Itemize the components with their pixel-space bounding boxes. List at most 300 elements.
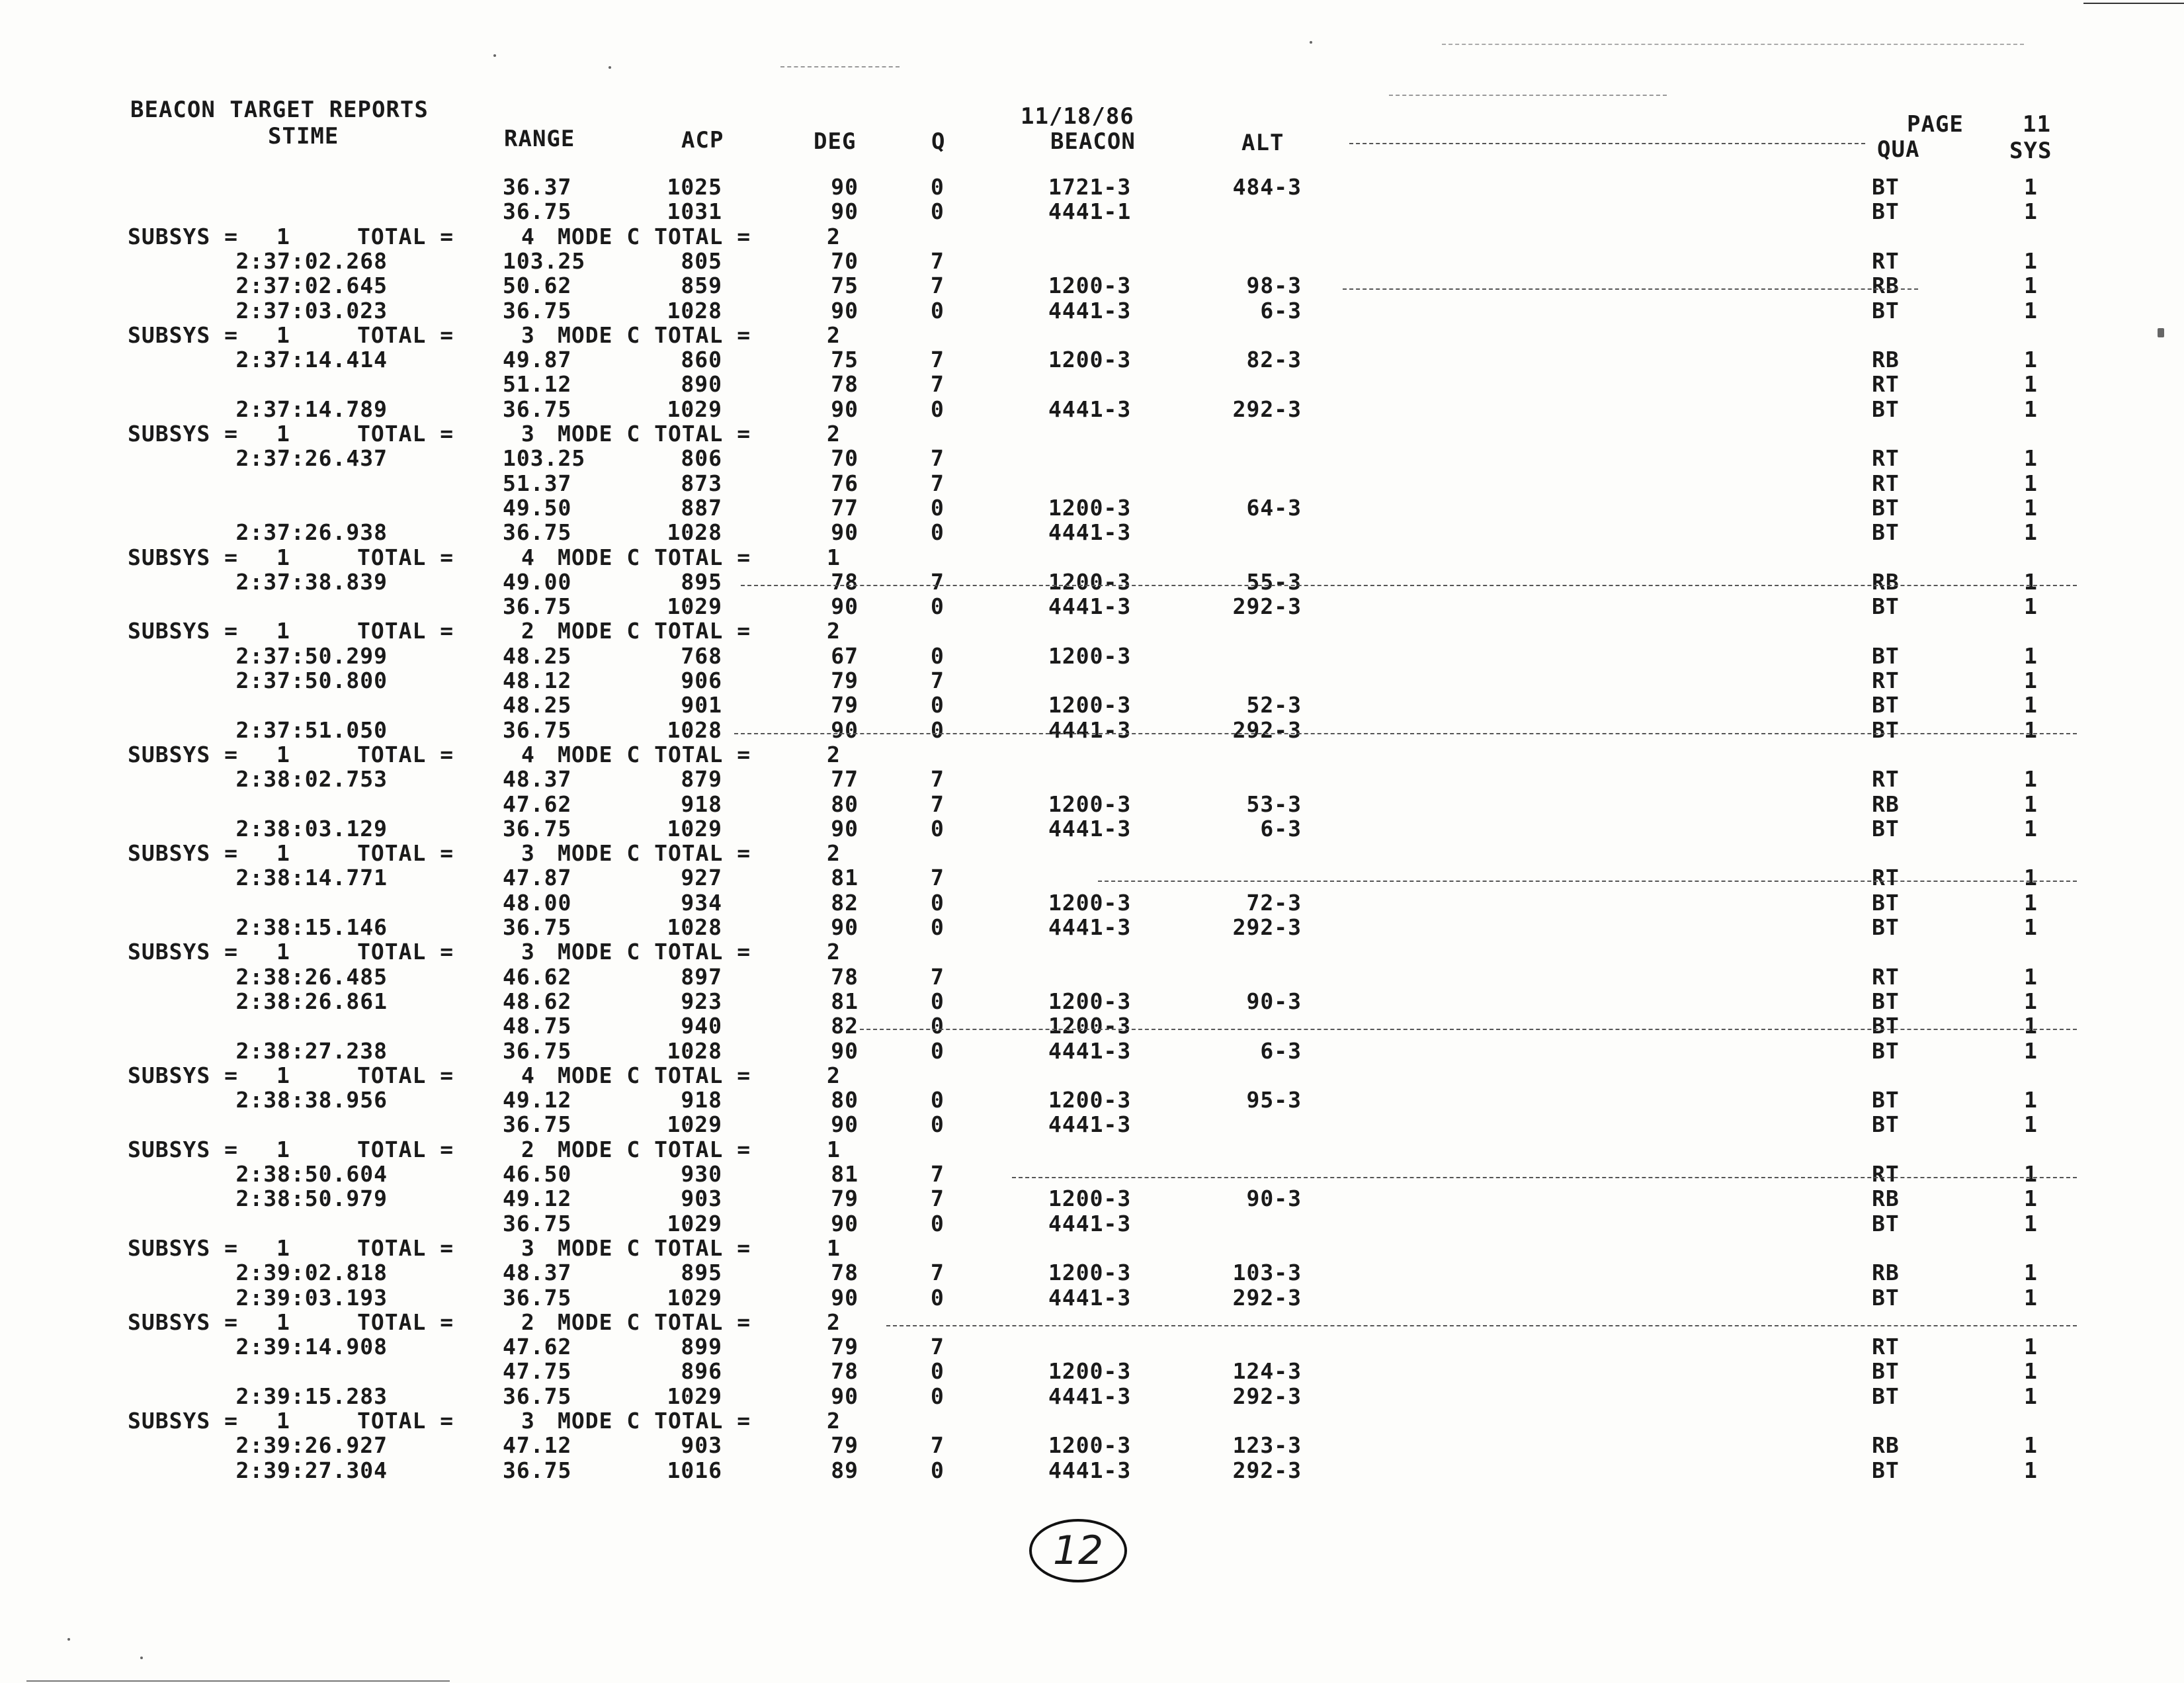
cell-beacon: 1721-3 xyxy=(1048,174,1132,200)
total-label: TOTAL = xyxy=(357,1309,454,1335)
cell-alt: 72-3 xyxy=(1246,889,1302,916)
cell-beacon: 1200-3 xyxy=(1048,494,1132,521)
subsys-value: 1 xyxy=(276,544,290,570)
total-value: 2 xyxy=(521,1136,535,1162)
cell-sys: 1 xyxy=(2024,593,2038,620)
total-value: 3 xyxy=(521,322,535,348)
cell-range: 36.75 xyxy=(503,815,572,842)
cell-sys: 1 xyxy=(2024,1383,2038,1409)
cell-range: 49.87 xyxy=(503,347,572,373)
cell-range: 36.75 xyxy=(503,1210,572,1236)
cell-acp: 1031 xyxy=(667,198,722,225)
cell-deg: 90 xyxy=(831,519,859,546)
cell-qua: RT xyxy=(1872,963,1900,990)
cell-sys: 1 xyxy=(2024,1284,2038,1311)
cell-q: 7 xyxy=(931,470,945,496)
cell-deg: 81 xyxy=(831,865,859,891)
cell-qua: BT xyxy=(1872,494,1900,521)
cell-deg: 79 xyxy=(831,692,859,718)
cell-range: 48.37 xyxy=(503,1260,572,1286)
cell-alt: 95-3 xyxy=(1246,1087,1302,1113)
cell-acp: 1029 xyxy=(667,815,722,842)
cell-deg: 90 xyxy=(831,1383,859,1409)
cell-q: 0 xyxy=(931,1457,945,1483)
cell-acp: 1029 xyxy=(667,1210,722,1236)
cell-deg: 77 xyxy=(831,766,859,793)
cell-q: 7 xyxy=(931,273,945,299)
cell-deg: 80 xyxy=(831,1087,859,1113)
cell-beacon: 4441-3 xyxy=(1048,1383,1132,1409)
cell-range: 49.12 xyxy=(503,1186,572,1212)
cell-acp: 895 xyxy=(681,1260,722,1286)
subsys-value: 1 xyxy=(276,741,290,767)
cell-range: 48.25 xyxy=(503,692,572,718)
cell-qua: BT xyxy=(1872,174,1900,200)
cell-sys: 1 xyxy=(2024,1161,2038,1187)
cell-alt: 52-3 xyxy=(1246,692,1302,718)
cell-deg: 76 xyxy=(831,470,859,496)
cell-beacon: 4441-3 xyxy=(1048,716,1132,743)
total-label: TOTAL = xyxy=(357,741,454,767)
cell-range: 47.12 xyxy=(503,1432,572,1459)
cell-sys: 1 xyxy=(2024,1432,2038,1459)
total-label: TOTAL = xyxy=(357,1136,454,1162)
cell-deg: 78 xyxy=(831,371,859,398)
cell-acp: 899 xyxy=(681,1334,722,1360)
cell-q: 0 xyxy=(931,494,945,521)
mode-c-total-label: MODE C TOTAL = xyxy=(558,1136,751,1162)
cell-qua: RT xyxy=(1872,247,1900,274)
handwritten-page-number: 12 xyxy=(1029,1519,1127,1582)
scan-speck xyxy=(140,1657,143,1659)
cell-sys: 1 xyxy=(2024,470,2038,496)
cell-alt: 53-3 xyxy=(1246,791,1302,817)
cell-sys: 1 xyxy=(2024,963,2038,990)
cell-q: 7 xyxy=(931,568,945,595)
cell-range: 36.75 xyxy=(503,1111,572,1138)
cell-qua: BT xyxy=(1872,1210,1900,1236)
cell-range: 51.12 xyxy=(503,371,572,398)
cell-acp: 903 xyxy=(681,1432,722,1459)
cell-sys: 1 xyxy=(2024,642,2038,669)
total-value: 4 xyxy=(521,223,535,249)
cell-deg: 81 xyxy=(831,988,859,1014)
cell-q: 0 xyxy=(931,396,945,422)
cell-stime: 2:37:38.839 xyxy=(235,568,388,595)
cell-qua: BT xyxy=(1872,889,1900,916)
cell-acp: 940 xyxy=(681,1013,722,1039)
cell-stime: 2:38:26.861 xyxy=(235,988,388,1014)
cell-beacon: 1200-3 xyxy=(1048,1260,1132,1286)
cell-range: 48.25 xyxy=(503,642,572,669)
cell-range: 48.37 xyxy=(503,766,572,793)
cell-sys: 1 xyxy=(2024,1087,2038,1113)
cell-acp: 895 xyxy=(681,568,722,595)
cell-qua: BT xyxy=(1872,593,1900,620)
mode-c-total-value: 2 xyxy=(827,1062,841,1088)
cell-qua: BT xyxy=(1872,1284,1900,1311)
cell-stime: 2:38:50.979 xyxy=(235,1186,388,1212)
cell-sys: 1 xyxy=(2024,766,2038,793)
cell-stime: 2:37:14.414 xyxy=(235,347,388,373)
subsys-label: SUBSYS = xyxy=(128,1062,238,1088)
mode-c-total-label: MODE C TOTAL = xyxy=(558,1309,751,1335)
cell-qua: RT xyxy=(1872,1334,1900,1360)
mode-c-total-value: 2 xyxy=(827,741,841,767)
cell-sys: 1 xyxy=(2024,445,2038,472)
cell-sys: 1 xyxy=(2024,692,2038,718)
mode-c-total-label: MODE C TOTAL = xyxy=(558,939,751,965)
column-header-q: Q xyxy=(931,128,946,155)
cell-alt: 292-3 xyxy=(1232,1284,1302,1311)
cell-deg: 78 xyxy=(831,963,859,990)
cell-qua: BT xyxy=(1872,716,1900,743)
cell-range: 51.37 xyxy=(503,470,572,496)
cell-range: 36.75 xyxy=(503,914,572,940)
cell-qua: RB xyxy=(1872,791,1900,817)
subsys-value: 1 xyxy=(276,1408,290,1434)
cell-q: 0 xyxy=(931,1087,945,1113)
cell-qua: BT xyxy=(1872,519,1900,546)
cell-range: 49.00 xyxy=(503,568,572,595)
cell-range: 36.75 xyxy=(503,593,572,620)
cell-acp: 906 xyxy=(681,668,722,693)
mode-c-total-label: MODE C TOTAL = xyxy=(558,1408,751,1434)
cell-alt: 55-3 xyxy=(1246,568,1302,595)
cell-q: 0 xyxy=(931,1358,945,1385)
cell-sys: 1 xyxy=(2024,198,2038,225)
cell-range: 103.25 xyxy=(503,247,586,274)
cell-sys: 1 xyxy=(2024,247,2038,274)
cell-alt: 484-3 xyxy=(1232,174,1302,200)
cell-alt: 6-3 xyxy=(1260,297,1302,324)
cell-beacon: 1200-3 xyxy=(1048,889,1132,916)
cell-q: 0 xyxy=(931,815,945,842)
cell-q: 0 xyxy=(931,642,945,669)
total-label: TOTAL = xyxy=(357,322,454,348)
cell-range: 36.75 xyxy=(503,396,572,422)
cell-beacon: 4441-3 xyxy=(1048,396,1132,422)
mode-c-total-label: MODE C TOTAL = xyxy=(558,223,751,249)
cell-qua: RB xyxy=(1872,273,1900,299)
cell-deg: 75 xyxy=(831,273,859,299)
total-label: TOTAL = xyxy=(357,1062,454,1088)
cell-stime: 2:37:02.268 xyxy=(235,247,388,274)
printer-dash-line xyxy=(734,733,2077,734)
cell-deg: 90 xyxy=(831,716,859,743)
cell-deg: 90 xyxy=(831,1111,859,1138)
mode-c-total-value: 2 xyxy=(827,1309,841,1335)
cell-acp: 1029 xyxy=(667,1284,722,1311)
cell-sys: 1 xyxy=(2024,568,2038,595)
cell-range: 46.50 xyxy=(503,1161,572,1187)
cell-range: 36.75 xyxy=(503,297,572,324)
report-title: BEACON TARGET REPORTS xyxy=(130,97,429,123)
cell-beacon: 1200-3 xyxy=(1048,1358,1132,1385)
printer-dash-line xyxy=(860,1029,2077,1030)
total-value: 2 xyxy=(521,1309,535,1335)
total-label: TOTAL = xyxy=(357,939,454,965)
mode-c-total-label: MODE C TOTAL = xyxy=(558,840,751,867)
header-dash-line xyxy=(780,66,900,67)
mode-c-total-value: 2 xyxy=(827,1408,841,1434)
total-value: 4 xyxy=(521,1062,535,1088)
cell-beacon: 4441-3 xyxy=(1048,593,1132,620)
printer-dash-line xyxy=(741,585,2077,586)
cell-deg: 70 xyxy=(831,247,859,274)
cell-alt: 292-3 xyxy=(1232,716,1302,743)
subsys-value: 1 xyxy=(276,1136,290,1162)
cell-qua: BT xyxy=(1872,396,1900,422)
page-number: 11 xyxy=(2023,111,2051,138)
total-label: TOTAL = xyxy=(357,1234,454,1261)
cell-deg: 90 xyxy=(831,198,859,225)
subsys-label: SUBSYS = xyxy=(128,939,238,965)
cell-qua: BT xyxy=(1872,198,1900,225)
cell-acp: 1029 xyxy=(667,593,722,620)
cell-beacon: 1200-3 xyxy=(1048,347,1132,373)
mode-c-total-value: 2 xyxy=(827,223,841,249)
cell-sys: 1 xyxy=(2024,347,2038,373)
cell-acp: 879 xyxy=(681,766,722,793)
subsys-label: SUBSYS = xyxy=(128,618,238,644)
cell-sys: 1 xyxy=(2024,988,2038,1014)
cell-acp: 1028 xyxy=(667,716,722,743)
cell-q: 0 xyxy=(931,519,945,546)
cell-range: 36.75 xyxy=(503,1037,572,1064)
cell-qua: RT xyxy=(1872,766,1900,793)
cell-range: 36.75 xyxy=(503,716,572,743)
cell-qua: BT xyxy=(1872,914,1900,940)
subsys-value: 1 xyxy=(276,1234,290,1261)
cell-alt: 123-3 xyxy=(1232,1432,1302,1459)
cell-qua: BT xyxy=(1872,642,1900,669)
cell-q: 0 xyxy=(931,198,945,225)
cell-acp: 1029 xyxy=(667,1111,722,1138)
cell-acp: 896 xyxy=(681,1358,722,1385)
total-value: 3 xyxy=(521,840,535,867)
cell-sys: 1 xyxy=(2024,396,2038,422)
mode-c-total-label: MODE C TOTAL = xyxy=(558,544,751,570)
cell-deg: 79 xyxy=(831,1186,859,1212)
cell-alt: 6-3 xyxy=(1260,1037,1302,1064)
cell-deg: 90 xyxy=(831,1210,859,1236)
cell-qua: RB xyxy=(1872,1432,1900,1459)
cell-stime: 2:39:27.304 xyxy=(235,1457,388,1483)
cell-beacon: 4441-3 xyxy=(1048,815,1132,842)
cell-stime: 2:38:14.771 xyxy=(235,865,388,891)
cell-range: 50.62 xyxy=(503,273,572,299)
printer-dash-line xyxy=(1012,1177,2077,1178)
cell-stime: 2:37:02.645 xyxy=(235,273,388,299)
cell-range: 47.75 xyxy=(503,1358,572,1385)
cell-beacon: 4441-3 xyxy=(1048,297,1132,324)
cell-sys: 1 xyxy=(2024,865,2038,891)
cell-q: 0 xyxy=(931,716,945,743)
cell-deg: 90 xyxy=(831,174,859,200)
cell-alt: 292-3 xyxy=(1232,396,1302,422)
cell-qua: RB xyxy=(1872,1186,1900,1212)
cell-stime: 2:39:26.927 xyxy=(235,1432,388,1459)
cell-acp: 1028 xyxy=(667,519,722,546)
cell-qua: BT xyxy=(1872,1037,1900,1064)
cell-deg: 75 xyxy=(831,347,859,373)
cell-range: 46.62 xyxy=(503,963,572,990)
cell-sys: 1 xyxy=(2024,1013,2038,1039)
cell-q: 7 xyxy=(931,347,945,373)
cell-range: 49.50 xyxy=(503,494,572,521)
cell-deg: 90 xyxy=(831,815,859,842)
cell-qua: BT xyxy=(1872,1457,1900,1483)
cell-qua: BT xyxy=(1872,988,1900,1014)
subsys-label: SUBSYS = xyxy=(128,322,238,348)
cell-acp: 903 xyxy=(681,1186,722,1212)
cell-alt: 90-3 xyxy=(1246,988,1302,1014)
cell-range: 36.75 xyxy=(503,519,572,546)
cell-acp: 927 xyxy=(681,865,722,891)
subsys-value: 1 xyxy=(276,840,290,867)
cell-deg: 77 xyxy=(831,494,859,521)
cell-sys: 1 xyxy=(2024,668,2038,693)
cell-deg: 82 xyxy=(831,889,859,916)
column-header-sys: SYS xyxy=(2009,138,2052,164)
cell-qua: RT xyxy=(1872,470,1900,496)
cell-q: 7 xyxy=(931,445,945,472)
cell-range: 48.00 xyxy=(503,889,572,916)
subsys-label: SUBSYS = xyxy=(128,1136,238,1162)
cell-deg: 81 xyxy=(831,1161,859,1187)
subsys-value: 1 xyxy=(276,939,290,965)
header-dash-line xyxy=(1442,44,2024,45)
total-label: TOTAL = xyxy=(357,223,454,249)
cell-q: 0 xyxy=(931,1284,945,1311)
cell-q: 0 xyxy=(931,1383,945,1409)
cell-sys: 1 xyxy=(2024,1358,2038,1385)
cell-q: 0 xyxy=(931,889,945,916)
total-label: TOTAL = xyxy=(357,544,454,570)
cell-alt: 6-3 xyxy=(1260,815,1302,842)
cell-stime: 2:37:14.789 xyxy=(235,396,388,422)
cell-deg: 79 xyxy=(831,1334,859,1360)
cell-q: 7 xyxy=(931,1186,945,1212)
cell-sys: 1 xyxy=(2024,1111,2038,1138)
cell-stime: 2:38:15.146 xyxy=(235,914,388,940)
subsys-label: SUBSYS = xyxy=(128,741,238,767)
cell-beacon: 4441-3 xyxy=(1048,1037,1132,1064)
cell-qua: BT xyxy=(1872,1358,1900,1385)
subsys-value: 1 xyxy=(276,1062,290,1088)
cell-stime: 2:39:02.818 xyxy=(235,1260,388,1286)
total-label: TOTAL = xyxy=(357,618,454,644)
cell-alt: 292-3 xyxy=(1232,914,1302,940)
report-date: 11/18/86 xyxy=(1021,103,1134,130)
cell-deg: 78 xyxy=(831,568,859,595)
column-header-deg: DEG xyxy=(814,128,857,155)
cell-stime: 2:38:03.129 xyxy=(235,815,388,842)
cell-deg: 78 xyxy=(831,1358,859,1385)
cell-deg: 70 xyxy=(831,445,859,472)
cell-qua: RT xyxy=(1872,668,1900,693)
scan-speck xyxy=(2158,328,2164,337)
mode-c-total-label: MODE C TOTAL = xyxy=(558,1062,751,1088)
cell-sys: 1 xyxy=(2024,1260,2038,1286)
cell-acp: 860 xyxy=(681,347,722,373)
cell-stime: 2:39:03.193 xyxy=(235,1284,388,1311)
cell-acp: 1028 xyxy=(667,914,722,940)
cell-deg: 90 xyxy=(831,1284,859,1311)
cell-q: 7 xyxy=(931,1334,945,1360)
cell-q: 7 xyxy=(931,247,945,274)
cell-q: 7 xyxy=(931,1432,945,1459)
cell-q: 0 xyxy=(931,1013,945,1039)
total-value: 4 xyxy=(521,544,535,570)
mode-c-total-value: 2 xyxy=(827,840,841,867)
cell-range: 103.25 xyxy=(503,445,586,472)
cell-sys: 1 xyxy=(2024,1210,2038,1236)
cell-deg: 90 xyxy=(831,297,859,324)
cell-stime: 2:37:50.299 xyxy=(235,642,388,669)
subsys-label: SUBSYS = xyxy=(128,544,238,570)
cell-stime: 2:37:50.800 xyxy=(235,668,388,693)
mode-c-total-label: MODE C TOTAL = xyxy=(558,1234,751,1261)
cell-q: 7 xyxy=(931,668,945,693)
cell-q: 0 xyxy=(931,1210,945,1236)
subsys-value: 1 xyxy=(276,421,290,447)
cell-acp: 918 xyxy=(681,791,722,817)
cell-acp: 934 xyxy=(681,889,722,916)
cell-qua: RT xyxy=(1872,445,1900,472)
cell-beacon: 4441-3 xyxy=(1048,914,1132,940)
cell-beacon: 4441-3 xyxy=(1048,1210,1132,1236)
subsys-label: SUBSYS = xyxy=(128,421,238,447)
column-header-stime: STIME xyxy=(268,123,339,150)
cell-acp: 805 xyxy=(681,247,722,274)
cell-sys: 1 xyxy=(2024,1334,2038,1360)
cell-q: 7 xyxy=(931,1260,945,1286)
cell-stime: 2:38:27.238 xyxy=(235,1037,388,1064)
cell-acp: 859 xyxy=(681,273,722,299)
page-label: PAGE xyxy=(1907,111,1964,138)
mode-c-total-value: 1 xyxy=(827,1136,841,1162)
cell-acp: 918 xyxy=(681,1087,722,1113)
printer-dash-line xyxy=(886,1325,2077,1326)
cell-qua: RT xyxy=(1872,371,1900,398)
mode-c-total-value: 2 xyxy=(827,421,841,447)
cell-q: 7 xyxy=(931,766,945,793)
cell-acp: 1028 xyxy=(667,297,722,324)
cell-sys: 1 xyxy=(2024,519,2038,546)
cell-alt: 292-3 xyxy=(1232,1457,1302,1483)
cell-acp: 1028 xyxy=(667,1037,722,1064)
cell-beacon: 4441-3 xyxy=(1048,1457,1132,1483)
cell-beacon: 1200-3 xyxy=(1048,1432,1132,1459)
cell-qua: BT xyxy=(1872,815,1900,842)
page-edge-line xyxy=(2083,3,2184,4)
cell-qua: BT xyxy=(1872,1087,1900,1113)
total-value: 4 xyxy=(521,741,535,767)
cell-stime: 2:38:38.956 xyxy=(235,1087,388,1113)
total-value: 3 xyxy=(521,1408,535,1434)
cell-sys: 1 xyxy=(2024,716,2038,743)
total-label: TOTAL = xyxy=(357,840,454,867)
cell-q: 0 xyxy=(931,593,945,620)
cell-beacon: 1200-3 xyxy=(1048,1087,1132,1113)
cell-qua: BT xyxy=(1872,692,1900,718)
cell-stime: 2:38:02.753 xyxy=(235,766,388,793)
cell-beacon: 1200-3 xyxy=(1048,988,1132,1014)
cell-range: 36.75 xyxy=(503,1383,572,1409)
cell-qua: RT xyxy=(1872,865,1900,891)
